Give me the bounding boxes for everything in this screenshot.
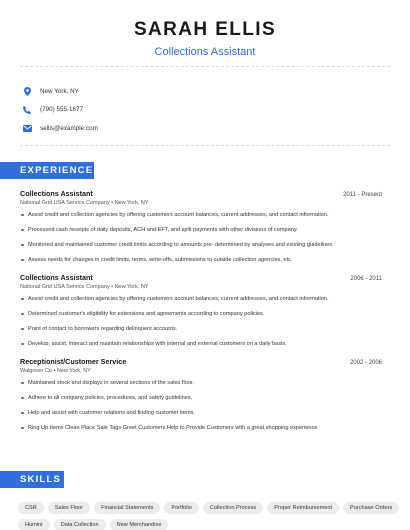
email-icon bbox=[22, 123, 32, 133]
experience-section-heading: EXPERIENCE bbox=[0, 162, 94, 179]
company-name: National Grid USA Service Company bbox=[20, 200, 110, 206]
skill-chip: Proper Reimbursement bbox=[267, 502, 339, 514]
job-location: New York, NY bbox=[114, 200, 149, 206]
skill-chip: Purchase Orders bbox=[343, 502, 399, 514]
list-item: Determined customer's eligibility for extensions and agreements according to company policies. bbox=[20, 309, 382, 324]
job-bullets bbox=[20, 294, 382, 354]
candidate-name: SARAH ELLIS bbox=[133, 19, 277, 40]
contact-location bbox=[22, 82, 98, 101]
separator-dot: • bbox=[111, 284, 115, 290]
contact-divider bbox=[20, 145, 390, 146]
job-entry bbox=[20, 357, 382, 438]
job-bullets bbox=[20, 378, 382, 438]
list-item: Assist credit and collection agencies by offering customers account balances, current addresses, and contact information. bbox=[20, 294, 382, 309]
job-employer bbox=[20, 368, 382, 374]
job-title: Collections Assistant bbox=[20, 273, 93, 282]
job-entry bbox=[20, 273, 382, 354]
contact-phone bbox=[22, 101, 98, 120]
company-name: National Grid USA Service Company bbox=[20, 284, 110, 290]
location-pin-icon bbox=[22, 86, 32, 96]
skill-chip: New Merchandise bbox=[110, 519, 169, 530]
skill-chip: Data Collection bbox=[54, 519, 106, 530]
phone-icon bbox=[22, 105, 32, 115]
skill-chip: Sales Floor bbox=[48, 502, 90, 514]
job-employer bbox=[20, 284, 382, 290]
candidate-role: Collections Assistant bbox=[154, 46, 256, 58]
skill-chip: CSR bbox=[18, 502, 44, 514]
job-dates: 2002 - 2006 bbox=[349, 360, 382, 366]
location-text: New York, NY bbox=[40, 87, 79, 95]
skills-section-heading: SKILLS bbox=[0, 471, 64, 488]
email-text[interactable]: sellis@example.com bbox=[40, 124, 98, 132]
skill-chip: Financial Statements bbox=[94, 502, 160, 514]
job-bullets bbox=[20, 210, 382, 270]
job-entry bbox=[20, 189, 382, 270]
list-item: Maintained stock and displays in several sections of the sales floor. bbox=[20, 378, 382, 393]
job-location: New York, NY bbox=[114, 284, 149, 290]
list-item: Monitored and maintained customer credit limits according to amounts pre- determined by analyses and existing guidelines. bbox=[20, 240, 382, 255]
separator-dot: • bbox=[53, 368, 57, 374]
skills-list bbox=[18, 502, 400, 530]
company-name: Walgreen Co bbox=[20, 368, 52, 374]
job-title: Collections Assistant bbox=[20, 189, 93, 198]
list-item: Assist credit and collection agencies by offering customers account balances, current addresses, and contact information. bbox=[20, 210, 382, 225]
skill-chip: Portfolio bbox=[164, 502, 199, 514]
resume-header bbox=[0, 0, 410, 58]
job-title: Receptionist/Customer Service bbox=[20, 357, 127, 366]
job-employer bbox=[20, 200, 382, 206]
phone-text: (790) 555-1677 bbox=[40, 106, 84, 114]
contact-list bbox=[22, 82, 98, 138]
skill-chip: Collection Process bbox=[203, 502, 263, 514]
list-item: Ring Up Items Clean Place Sale Tags Greet Customers Help to Provide Customers with a great shopping experience bbox=[20, 423, 382, 438]
job-location: New York, NY bbox=[56, 368, 91, 374]
list-item: Processed cash receipts of daily deposits, ACH and EFT, and split payments with other divisions of company. bbox=[20, 225, 382, 240]
separator-dot: • bbox=[111, 200, 115, 206]
job-dates: 2006 - 2011 bbox=[350, 276, 382, 282]
contact-email bbox=[22, 119, 98, 138]
list-item: Adhere to all company policies, procedures, and safety guidelines. bbox=[20, 393, 382, 408]
header-divider bbox=[20, 66, 390, 67]
job-dates: 2011 - Present bbox=[343, 192, 382, 198]
skill-chip: Humint bbox=[18, 519, 50, 530]
list-item: Develop, assist, interact and maintain relationships with internal and external customers on a daily basis. bbox=[20, 339, 382, 354]
list-item: Point of contact to borrowers regarding delinquent accounts. bbox=[20, 324, 382, 339]
list-item: Assess needs for changes in credit limits, terms, write-offs, submissions to outside collection agencies, etc. bbox=[20, 255, 382, 270]
list-item: Help and assist with customer relations and finding customer items. bbox=[20, 408, 382, 423]
